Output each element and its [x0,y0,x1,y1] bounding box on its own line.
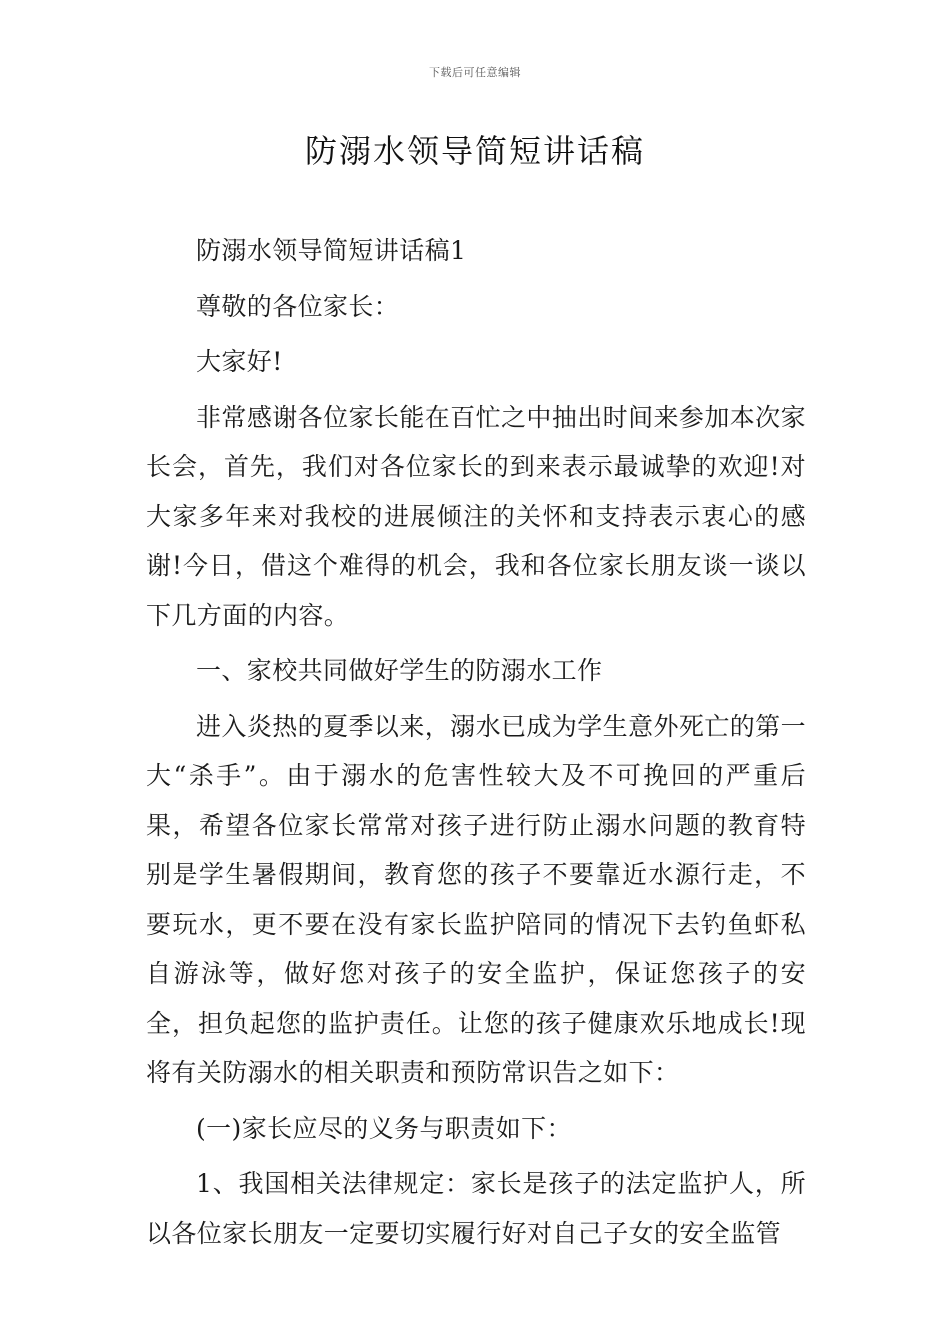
body-paragraph: 进入炎热的夏季以来，溺水已成为学生意外死亡的第一大“杀手”。由于溺水的危害性较大及不可挽回的严重后果，希望各位家长常常对孩子进行防止溺水问题的教育特别是学生暑假期间，教育您的孩子不要靠近水源行走，不要玩水，更不要在没有家长监护陪同的情况下去钓鱼虾私自游泳等，做好您对孩子的安全监护，保证您孩子的安全，担负起您的监护责任。让您的孩子健康欢乐地成长!现将有关防溺水的相关职责和预防常识告之如下： [146,711,806,1087]
document-title: 防溺水领导简短讲话稿 [304,132,645,170]
list-item-paragraph: 1、我国相关法律规定：家长是孩子的法定监护人，所以各位家长朋友一定要切实履行好对自己子女的安全监管 [146,1169,806,1248]
subsection-heading: (一)家长应尽的义务与职责如下： [196,1113,572,1143]
header-note: 下载后可任意编辑 [429,66,521,79]
salutation-paragraph: 尊敬的各位家长： [196,291,400,321]
section-heading: 一、家校共同做好学生的防溺水工作 [196,656,603,685]
intro-paragraph: 非常感谢各位家长能在百忙之中抽出时间来参加本次家长会，首先，我们对各位家长的到来表示最诚挚的欢迎!对大家多年来对我校的进展倾注的关怀和支持表示衷心的感谢!今日，借这个难得的机会，我和各位家长朋友谈一谈以下几方面的内容。 [146,402,806,630]
subtitle-paragraph: 防溺水领导简短讲话稿1 [196,236,467,265]
greeting-paragraph: 大家好! [196,347,283,376]
document-body [146,226,806,1264]
